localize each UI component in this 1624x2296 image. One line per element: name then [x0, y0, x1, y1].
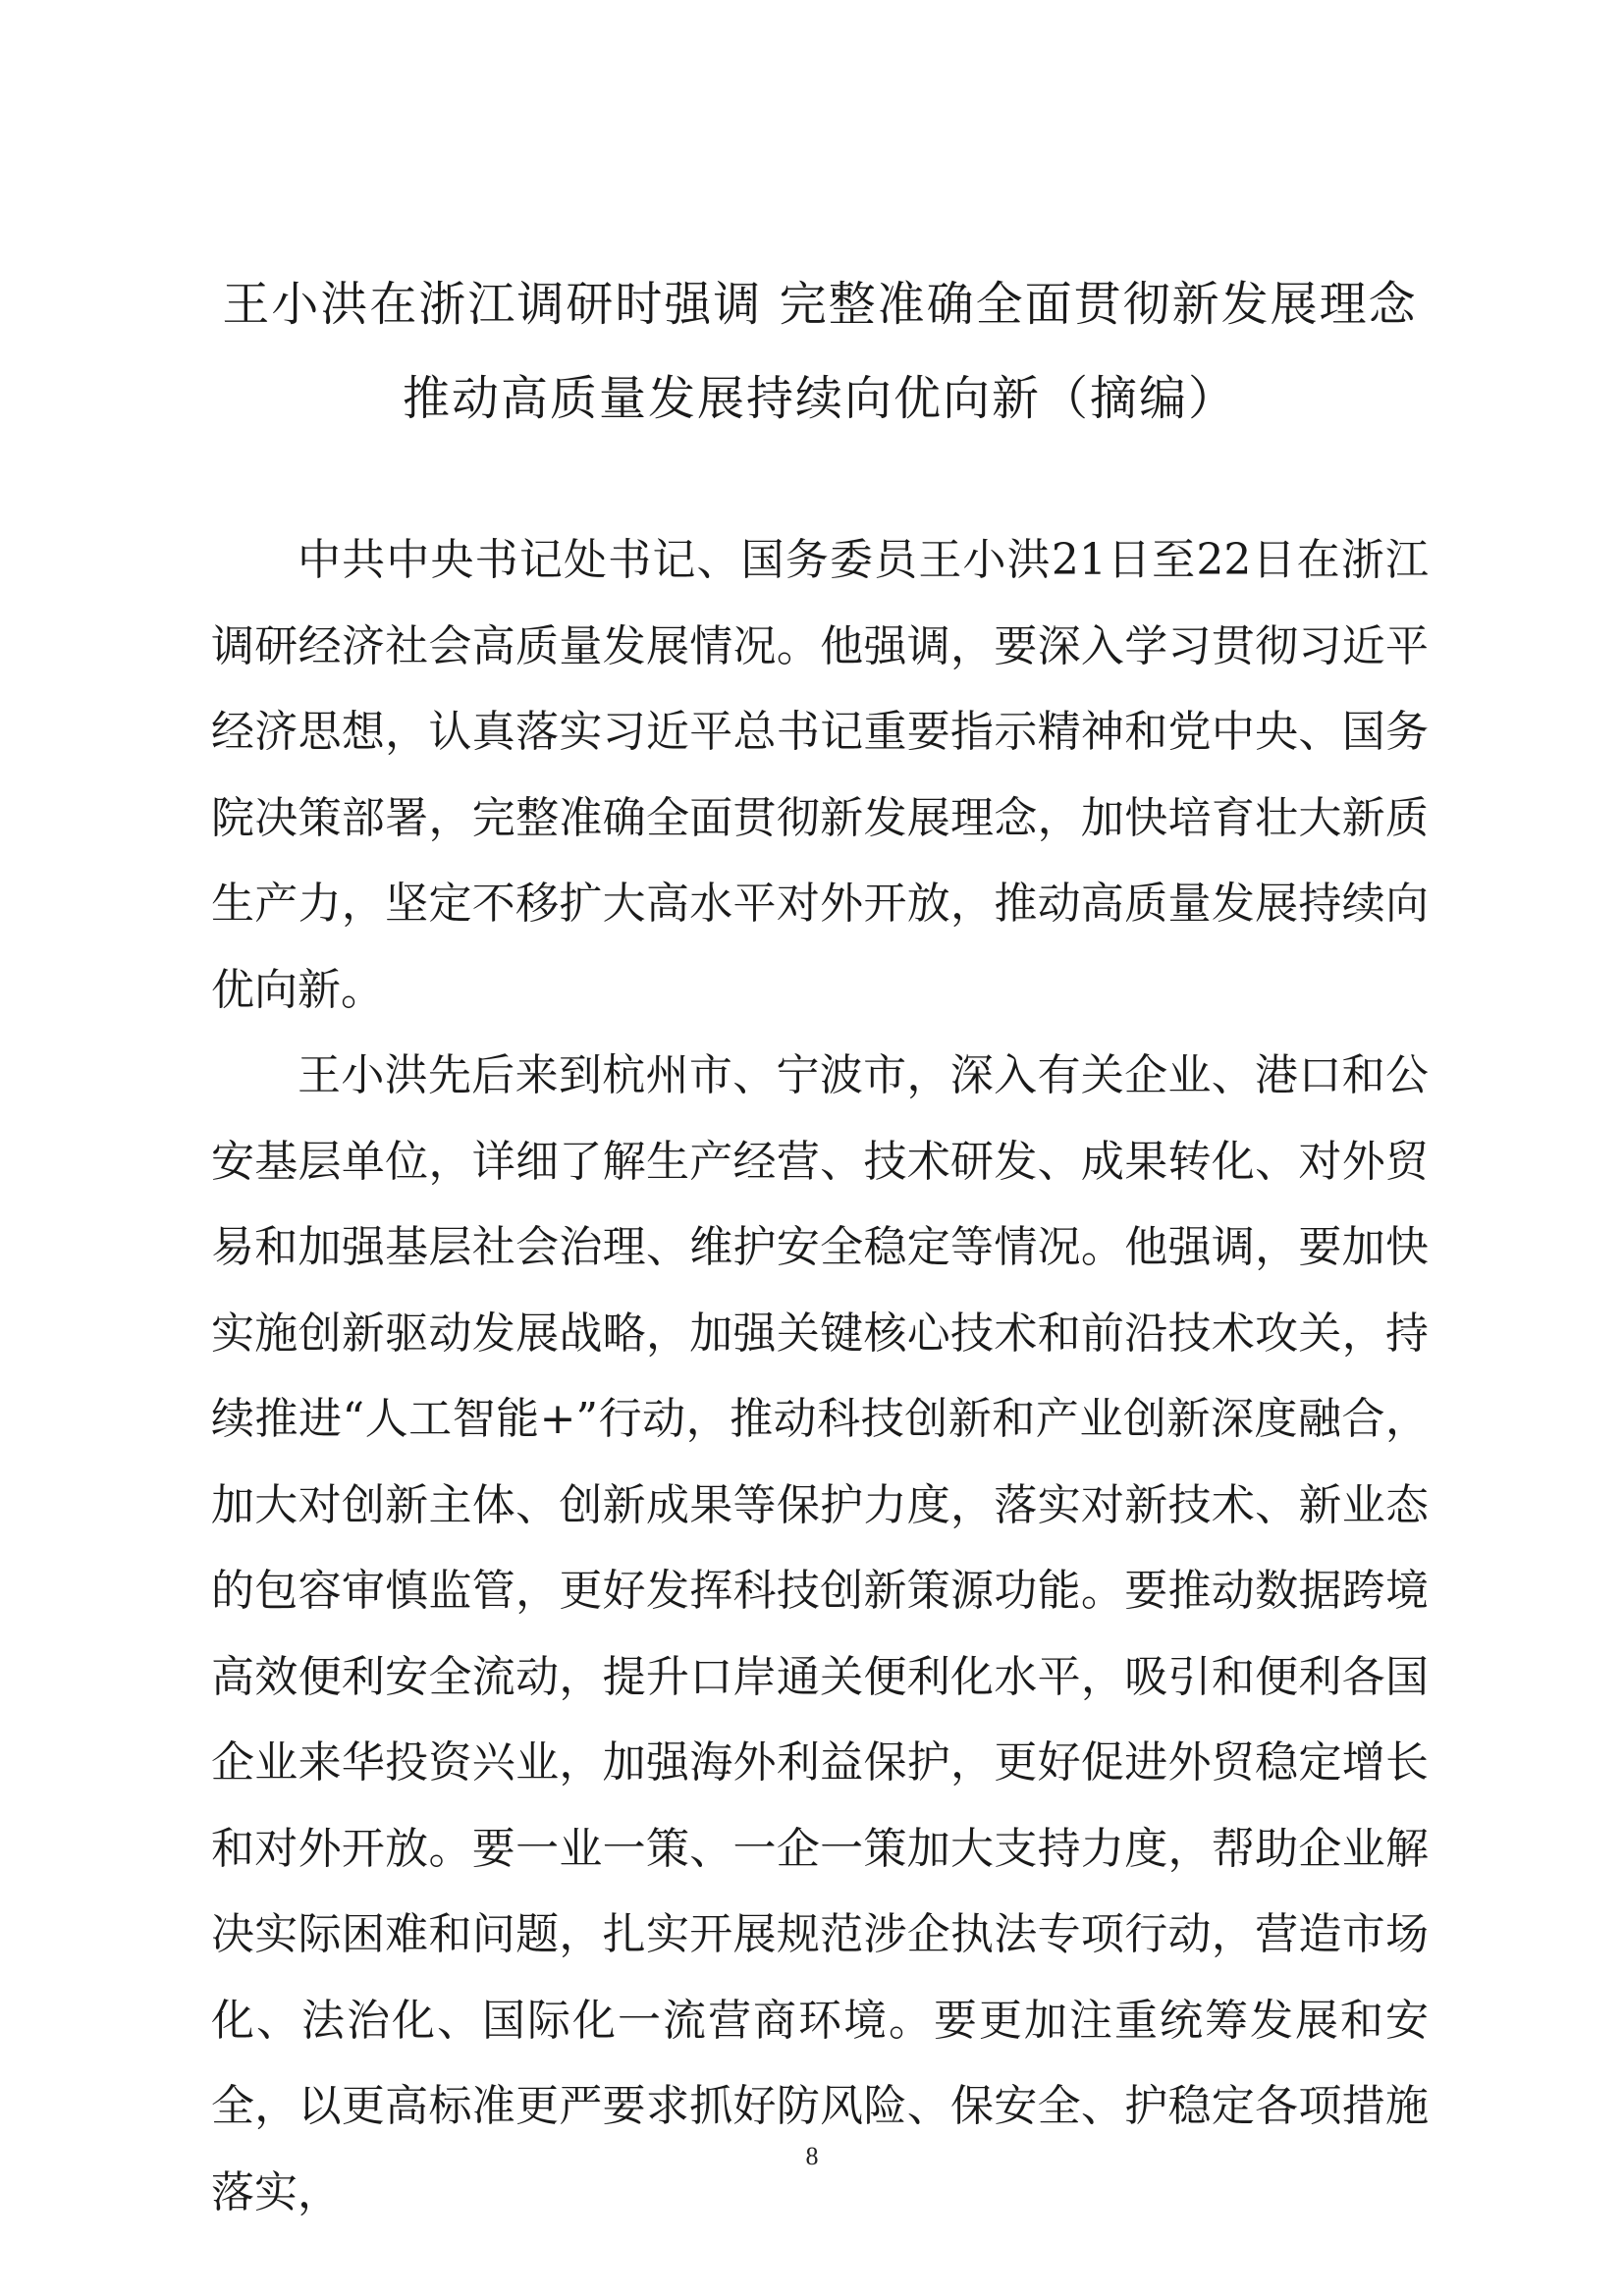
paragraph: 王小洪先后来到杭州市、宁波市，深入有关企业、港口和公安基层单位，详细了解生产经营、技术研发、成果转化、对外贸易和加强基层社会治理、维护安全稳定等情况。他强调，要加快实施创新驱动发展战略，加强关键核心技术和前沿技术攻关，持续推进“人工智能+”行动，推动科技创新和产业创新深度融合，加大对创新主体、创新成果等保护力度，落实对新技术、新业态的包容审慎监管，更好发挥科技创新策源功能。要推动数据跨境高效便利安全流动，提升口岸通关便利化水平，吸引和便利各国企业来华投资兴业，加强海外利益保护，更好促进外贸稳定增长和对外开放。要一业一策、一企一策加大支持力度，帮助企业解决实际困难和问题，扎实开展规范涉企执法专项行动，营造市场化、法治化、国际化一流营商环境。要更加注重统筹发展和安全，以更高标准更严要求抓好防风险、保安全、护稳定各项措施落实，: [211, 1050, 1429, 2217]
document-body: [211, 517, 1429, 2235]
document-title: [211, 257, 1429, 446]
title-line-1: 王小洪在浙江调研时强调 完整准确全面贯彻新发展理念: [222, 277, 1418, 332]
title-line-2: 推动高质量发展持续向优向新（摘编）: [402, 371, 1237, 426]
paragraph: 中共中央书记处书记、国务委员王小洪21日至22日在浙江调研经济社会高质量发展情况。他强调，要深入学习贯彻习近平经济思想，认真落实习近平总书记重要指示精神和党中央、国务院决策部署，完整准确全面贯彻新发展理念，加快培育壮大新质生产力，坚定不移扩大高水平对外开放，推动高质量发展持续向优向新。: [211, 535, 1429, 1015]
page-number: 8: [805, 2142, 819, 2170]
